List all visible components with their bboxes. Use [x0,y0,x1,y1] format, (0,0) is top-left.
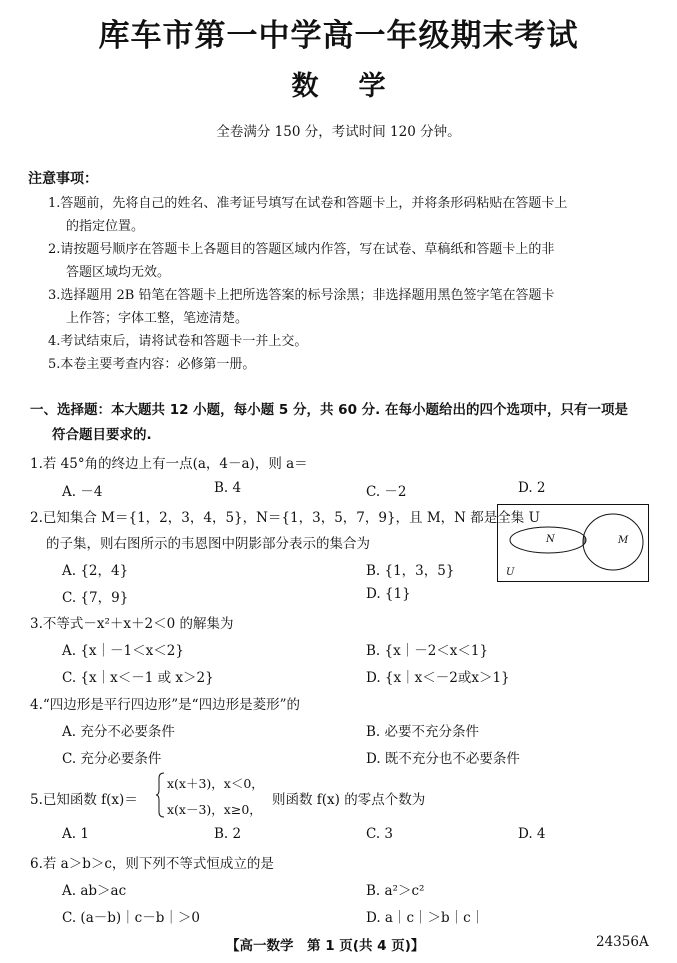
exam-subject: 数学 [291,71,426,102]
q5-option-c: C. 3 [366,826,394,842]
q2-option-c: C. {7，9} [62,590,129,606]
q5-stem-lead: 5.已知函数 f(x)＝ [30,792,138,808]
q4-option-a: A. 充分不必要条件 [62,724,175,740]
q2-option-b: B. {1，3，5} [366,563,455,579]
q1-option-a: A. －4 [62,484,103,500]
note-1-line-1: 1.答题前，先将自己的姓名、准考证号填写在试卷和答题卡上，并将条形码粘贴在答题卡上 [48,196,568,211]
q3-option-b: B. {x｜－2＜x＜1} [366,643,489,659]
note-4: 4.考试结束后，请将试卷和答题卡一并上交。 [48,334,308,349]
brace-icon [156,772,166,818]
notes-heading: 注意事项： [28,171,98,187]
section-1-heading-line-2: 符合题目要求的. [52,427,152,443]
q1-stem: 1.若 45°角的终边上有一点(a，4－a)，则 a＝ [30,456,308,472]
venn-diagram [497,504,649,582]
q4-option-c: C. 充分必要条件 [62,751,162,767]
q4-stem: 4.“四边形是平行四边形”是“四边形是菱形”的 [30,697,300,713]
q2-option-d: D. {1} [366,586,411,602]
q3-option-d: D. {x｜x＜－2或x＞1} [366,670,510,686]
section-1-heading-line-1: 一、选择题：本大题共 12 小题，每小题 5 分，共 60 分. 在每小题给出的四个选项中，只有一项是 [30,402,628,418]
q6-option-b: B. a²＞c² [366,883,425,899]
q1-option-b: B. 4 [214,480,242,496]
q5-option-a: A. 1 [62,826,89,842]
paper-code: 24356A [596,934,649,950]
q6-option-c: C. (a－b)｜c－b｜＞0 [62,910,200,926]
exam-title: 库车市第一中学高一年级期末考试 [98,18,579,54]
note-2-line-1: 2.请按题号顺序在答题卡上各题目的答题区域内作答，写在试卷、草稿纸和答题卡上的非 [48,242,555,257]
venn-label-u: U [506,567,515,578]
note-1-line-2: 的指定位置。 [66,219,145,234]
q6-option-a: A. ab＞ac [62,883,127,899]
piecewise-brace [156,772,166,818]
q2-option-a: A. {2，4} [62,563,129,579]
q5-option-d: D. 4 [518,826,546,842]
q1-option-c: C. －2 [366,484,407,500]
note-3-line-1: 3.选择题用 2B 铅笔在答题卡上把所选答案的标号涂黑；非选择题用黑色签字笔在答题卡 [48,288,555,303]
q2-stem-line-1: 2.已知集合 M＝{1，2，3，4，5}，N＝{1，3，5，7，9}，且 M，N 都是全集 U [30,510,540,526]
q4-option-b: B. 必要不充分条件 [366,724,480,740]
exam-info: 全卷满分 150 分，考试时间 120 分钟。 [216,124,461,140]
q2-stem-line-2: 的子集，则右图所示的韦恩图中阴影部分表示的集合为 [46,536,370,552]
note-2-line-2: 答题区域均无效。 [66,265,171,280]
q5-case-2: x(x－3)，x≥0， [167,802,262,817]
note-3-line-2: 上作答；字体工整，笔迹清楚。 [66,311,249,326]
q3-option-a: A. {x｜－1＜x＜2} [62,643,184,659]
venn-label-m: M [618,535,629,546]
q6-option-d: D. a｜c｜＞b｜c｜ [366,910,485,926]
page-footer: 【高一数学 第 1 页(共 4 页)】 [226,938,425,954]
venn-label-n: N [546,534,555,545]
set-m-ellipse [583,514,643,570]
q1-option-d: D. 2 [518,480,546,496]
q5-case-1: x(x＋3)，x＜0， [167,776,264,791]
note-5: 5.本卷主要考查内容：必修第一册。 [48,357,256,372]
q3-stem: 3.不等式－x²＋x＋2＜0 的解集为 [30,616,234,632]
q6-stem: 6.若 a＞b＞c，则下列不等式恒成立的是 [30,856,274,872]
q5-option-b: B. 2 [214,826,242,842]
q5-stem-tail: 则函数 f(x) 的零点个数为 [272,792,426,808]
q4-option-d: D. 既不充分也不必要条件 [366,751,520,767]
q3-option-c: C. {x｜x＜－1 或 x＞2} [62,670,214,686]
